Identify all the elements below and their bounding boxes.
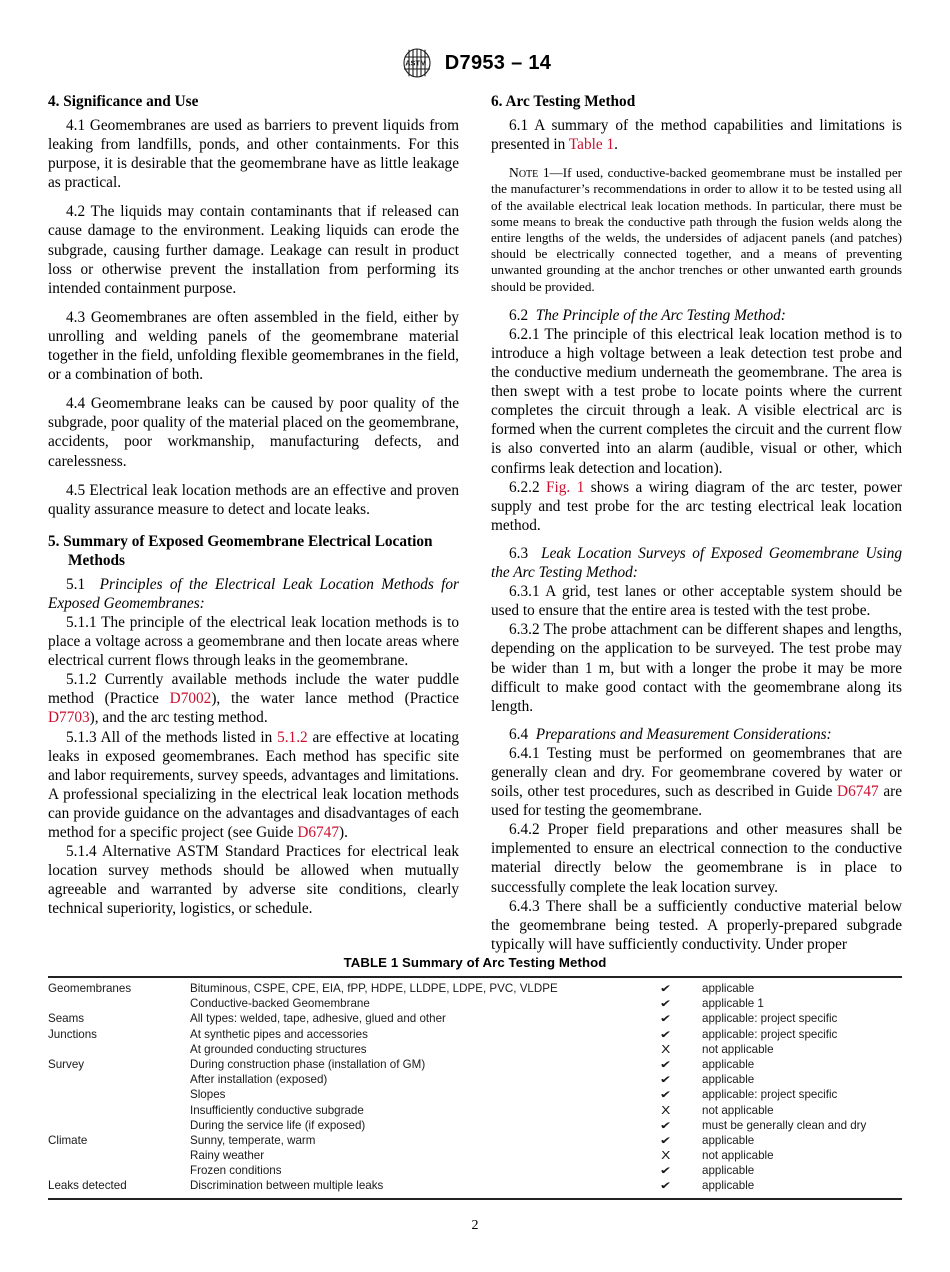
table-cell-result: not applicable <box>702 1042 774 1056</box>
mark-glyph: ✔ <box>660 1179 672 1193</box>
table-row <box>48 1149 902 1164</box>
paragraph-6-2-1: 6.2.1 The principle of this electrical leak location method is to introduce a high voltage between a leak detection test probe and the conductive medium underneath the geomembrane. The area is then swept with a test probe to locate points where the current completes the circuit through a leak. A visible electrical arc is formed when the current completes the circuit and the current flow is also converted into an alarm (audible, visual or other, which confirms leak detection and location). <box>491 325 902 477</box>
reference-table-1[interactable]: Table 1 <box>568 136 615 154</box>
table-cell-result: applicable 1 <box>702 997 764 1011</box>
heading-section-5: 5. Summary of Exposed Geomembrane Electrical Location Methods <box>48 532 433 569</box>
paragraph-5-1-2-text-b: ), the water lance method (Practice <box>211 690 459 708</box>
table-cell-category: Leaks detected <box>48 1179 127 1193</box>
table-cell-result: applicable <box>702 1133 755 1147</box>
table-cell-result: applicable: project specific <box>702 1088 838 1102</box>
check-icon <box>630 1088 702 1103</box>
cross-icon <box>630 1149 702 1164</box>
paragraph-6-2-2-text-b: shows a wiring diagram of the arc tester, power supply and test probe for the arc testing electrical leak location method. <box>491 478 902 534</box>
table-cell-category: Survey <box>48 1057 85 1071</box>
paragraph-6-3 <box>491 544 902 582</box>
mark-glyph: ✔ <box>660 997 672 1010</box>
table-cell-item: Insufficiently conductive subgrade <box>190 1103 364 1117</box>
table-cell-item: Discrimination between multiple leaks <box>190 1179 384 1193</box>
paragraph-4-2: 4.2 The liquids may contain contaminants that if released can cause damage to the environment. Leaking liquids can erode the subgrade, causing further damage. Leakage can result in product loss or otherwise prevent the installation from performing its intended containment purpose. <box>48 203 459 297</box>
check-icon <box>630 978 702 997</box>
mark-glyph: ✔ <box>660 1027 672 1041</box>
mark-glyph: ✔ <box>660 1134 672 1147</box>
table-cell-category: Junctions <box>48 1027 97 1041</box>
paragraph-6-3-1: 6.3.1 A grid, test lanes or other acceptable system should be used to ensure that the entire area is tested with the test probe. <box>491 583 902 620</box>
paragraph-6-4-1-text-a: 6.4.1 Testing must be performed on geomembranes that are generally clean and dry. For geomembrane covered by water or soils, other test procedures, such as described in Guide <box>491 744 902 801</box>
table-cell-category <box>48 1164 190 1179</box>
paragraph-6-2-number: 6.2 <box>509 306 529 324</box>
table-cell-item: Conductive-backed Geomembrane <box>190 997 370 1011</box>
paragraph-5-1-3-text-c: ). <box>338 824 348 841</box>
table-cell-result: applicable <box>702 982 755 995</box>
paragraph-5-1-2 <box>48 670 459 727</box>
table-cell-category <box>48 1073 190 1088</box>
paragraph-6-4-1 <box>491 744 902 820</box>
mark-glyph: X <box>661 1043 671 1056</box>
paragraph-5-1-4: 5.1.4 Alternative ASTM Standard Practices for electrical leak location survey methods should be allowed when mutually agreeable and warranted by adverse site conditions, clearly technical superiority, logistics, or schedule. <box>48 843 459 918</box>
reference-d6747-2[interactable]: D6747 <box>837 783 879 801</box>
astm-logo-icon <box>399 48 435 78</box>
table-1-title: TABLE 1 Summary of Arc Testing Method <box>343 955 607 970</box>
reference-d7703[interactable]: D7703 <box>48 709 90 727</box>
table-cell-result: must be generally clean and dry <box>702 1118 867 1132</box>
table-cell-item: Frozen conditions <box>190 1164 282 1178</box>
table-row <box>48 1134 902 1149</box>
paragraph-5-1-2-text-c: ), and the arc testing method. <box>89 709 268 727</box>
table-cell-result: applicable: project specific <box>702 1027 838 1041</box>
check-icon <box>630 1027 702 1042</box>
paragraph-6-2 <box>491 306 902 325</box>
table-cell-result: applicable: project specific <box>702 1012 838 1026</box>
paragraph-6-4 <box>491 725 902 744</box>
body-columns <box>48 92 902 954</box>
heading-section-6: 6. Arc Testing Method <box>491 93 636 110</box>
svg-text:ASTM: ASTM <box>404 58 426 68</box>
check-icon <box>630 997 702 1012</box>
table-bottom-rule <box>48 1198 902 1200</box>
table-cell-item: Rainy weather <box>190 1149 265 1163</box>
note-1 <box>491 165 902 295</box>
table-1 <box>48 978 902 1198</box>
check-icon <box>630 1058 702 1073</box>
paragraph-6-3-2: 6.3.2 The probe attachment can be different shapes and lengths, depending on the application to be surveyed. The test probe may be wider than 1 m, but with a longer the probe it may be more difficult to make good contact with the geomembrane along its length. <box>491 621 902 715</box>
paragraph-4-4: 4.4 Geomembrane leaks can be caused by poor quality of the subgrade, poor quality of the material placed on the geomembrane, accidents, poor workmanship, manufacturing defects, and carelessness. <box>48 395 459 470</box>
page-header <box>0 48 950 78</box>
table-row <box>48 1088 902 1103</box>
paragraph-4-3: 4.3 Geomembranes are often assembled in the field, either by unrolling and welding panels of the geomembrane material together in the field, unfolding flexible geomembranes in the field, or a combination of both. <box>48 308 459 384</box>
check-icon <box>630 1073 702 1088</box>
paragraph-6-2-title: The Principle of the Arc Testing Method: <box>535 306 786 324</box>
table-cell-category: Seams <box>48 1012 85 1026</box>
cross-icon <box>630 1103 702 1118</box>
table-cell-item: During construction phase (installation of GM) <box>190 1057 426 1071</box>
table-row <box>48 1012 902 1027</box>
mark-glyph: ✔ <box>660 1119 672 1132</box>
table-cell-result: applicable <box>702 1073 755 1087</box>
table-1-container <box>48 955 902 1200</box>
paragraph-6-4-2: 6.4.2 Proper field preparations and other measures shall be implemented to ensure an electrical connection to the conductive material directly below the geomembrane is in place to successfully complete the leak location survey. <box>491 821 902 896</box>
paragraph-6-3-title: Leak Location Surveys of Exposed Geomembrane Using the Arc Testing Method: <box>491 544 902 582</box>
table-row <box>48 1118 902 1133</box>
table-cell-result: not applicable <box>702 1103 774 1117</box>
table-cell-item: All types: welded, tape, adhesive, glued and other <box>190 1012 446 1026</box>
table-cell-category <box>48 1042 190 1057</box>
mark-glyph: ✔ <box>660 982 672 995</box>
paragraph-6-3-number: 6.3 <box>509 544 529 562</box>
table-cell-category <box>48 1088 190 1103</box>
table-row <box>48 1164 902 1179</box>
paragraph-6-2-2-text-a: 6.2.2 <box>509 478 547 496</box>
table-cell-item: During the service life (if exposed) <box>190 1118 366 1132</box>
left-column <box>48 92 459 954</box>
table-cell-category <box>48 997 190 1012</box>
table-cell-result: applicable <box>702 1179 755 1193</box>
paragraph-4-1: 4.1 Geomembranes are used as barriers to prevent liquids from leaking from landfills, ponds, and other containments. For this purpose, it is desirable that the geomembrane have as little leakage as practical. <box>48 117 459 192</box>
table-cell-item: After installation (exposed) <box>190 1073 328 1087</box>
table-cell-item: Sunny, temperate, warm <box>190 1133 316 1147</box>
mark-glyph: ✔ <box>660 1164 672 1177</box>
table-cell-item: Slopes <box>190 1088 226 1102</box>
check-icon <box>630 1134 702 1149</box>
table-row <box>48 1179 902 1198</box>
table-cell-item: At grounded conducting structures <box>190 1042 367 1056</box>
paragraph-5-1-3-text-b: are effective at locating leaks in exposed geomembranes. Each method has specific site and labor requirements, survey speeds, advantages and limitations. A professional specializing in the electrical leak location methods can provide guidance on the advantages and disadvantages of each method for a specific project (see Guide <box>48 728 459 841</box>
check-icon <box>630 1179 702 1198</box>
table-1-body <box>48 978 902 1198</box>
paragraph-5-1-title: Principles of the Electrical Leak Location Methods for Exposed Geomembranes: <box>48 575 459 612</box>
note-1-text: —If used, conductive-backed geomembrane must be installed per the manufacturer’s recommendations in order to allow it to be tested using all of the available electrical leak location methods. In particular, there must be some means to break the conductive path through the fusion welds along the entire lengths of the welds, the undersides of adjacent panels (and patches) should be electrically connected together, and a means of preventing unwanted grounding at the anchor trenches or other unwanted earth grounds should be provided. <box>491 165 902 294</box>
document-designation: D7953 – 14 <box>444 51 552 74</box>
paragraph-6-4-1-text-b: are used for testing the geomembrane. <box>491 783 902 820</box>
check-icon <box>630 1012 702 1027</box>
table-cell-result: not applicable <box>702 1149 774 1163</box>
paragraph-5-1-3-text-a: 5.1.3 All of the methods listed in <box>66 728 278 746</box>
table-cell-result: applicable <box>702 1057 755 1071</box>
table-row <box>48 1027 902 1042</box>
paragraph-6-1 <box>491 116 902 154</box>
table-row <box>48 1103 902 1118</box>
table-row <box>48 1073 902 1088</box>
reference-5-1-2[interactable]: 5.1.2 <box>277 728 308 746</box>
table-cell-item: Bituminous, CSPE, CPE, EIA, fPP, HDPE, LLDPE, LDPE, PVC, VLDPE <box>190 982 558 995</box>
mark-glyph: X <box>661 1103 671 1117</box>
reference-d7002[interactable]: D7002 <box>169 690 212 708</box>
paragraph-6-4-title: Preparations and Measurement Considerations: <box>535 725 832 743</box>
paragraph-5-1-number: 5.1 <box>66 575 86 593</box>
paragraph-5-1-1: 5.1.1 The principle of the electrical leak location methods is to place a voltage across a geomembrane and then locate areas where electrical current flows through leaks in the geomembrane. <box>48 613 459 670</box>
paragraph-5-1-2-text-a: 5.1.2 Currently available methods include the water puddle method (Practice <box>48 671 459 708</box>
mark-glyph: ✔ <box>660 1088 672 1102</box>
mark-glyph: ✔ <box>660 1058 672 1071</box>
mark-glyph: X <box>661 1149 671 1162</box>
note-1-label: Note 1 <box>509 165 550 181</box>
check-icon <box>630 1118 702 1133</box>
right-column <box>491 92 902 954</box>
reference-d6747[interactable]: D6747 <box>297 824 339 841</box>
paragraph-4-5: 4.5 Electrical leak location methods are an effective and proven quality assurance measure to detect and locate leaks. <box>48 481 459 518</box>
check-icon <box>630 1164 702 1179</box>
paragraph-5-1-3 <box>48 728 459 843</box>
paragraph-6-4-number: 6.4 <box>509 725 529 743</box>
paragraph-6-2-2 <box>491 478 902 535</box>
paragraph-5-1 <box>48 575 459 613</box>
table-cell-category: Geomembranes <box>48 982 132 995</box>
paragraph-6-1-text-a: 6.1 A summary of the method capabilities and limitations is presented in <box>491 117 902 154</box>
table-cell-category: Climate <box>48 1133 88 1147</box>
reference-fig-1[interactable]: Fig. 1 <box>546 478 585 496</box>
mark-glyph: ✔ <box>660 1073 672 1086</box>
table-cell-item: At synthetic pipes and accessories <box>190 1027 368 1041</box>
table-cell-category <box>48 1103 190 1118</box>
table-row <box>48 997 902 1012</box>
table-cell-category <box>48 1149 190 1164</box>
paragraph-6-4-3: 6.4.3 There shall be a sufficiently conductive material below the geomembrane being tested. A properly-prepared subgrade typically will have sufficiently conductivity. Under proper <box>491 897 902 953</box>
table-row <box>48 978 902 997</box>
table-row <box>48 1058 902 1073</box>
table-cell-category <box>48 1118 190 1133</box>
heading-section-4: 4. Significance and Use <box>48 93 199 110</box>
page-number: 2 <box>471 1218 479 1233</box>
mark-glyph: ✔ <box>660 1012 672 1026</box>
table-row <box>48 1042 902 1057</box>
cross-icon <box>630 1042 702 1057</box>
table-cell-result: applicable <box>702 1164 755 1178</box>
paragraph-6-1-text-b: . <box>614 136 618 154</box>
